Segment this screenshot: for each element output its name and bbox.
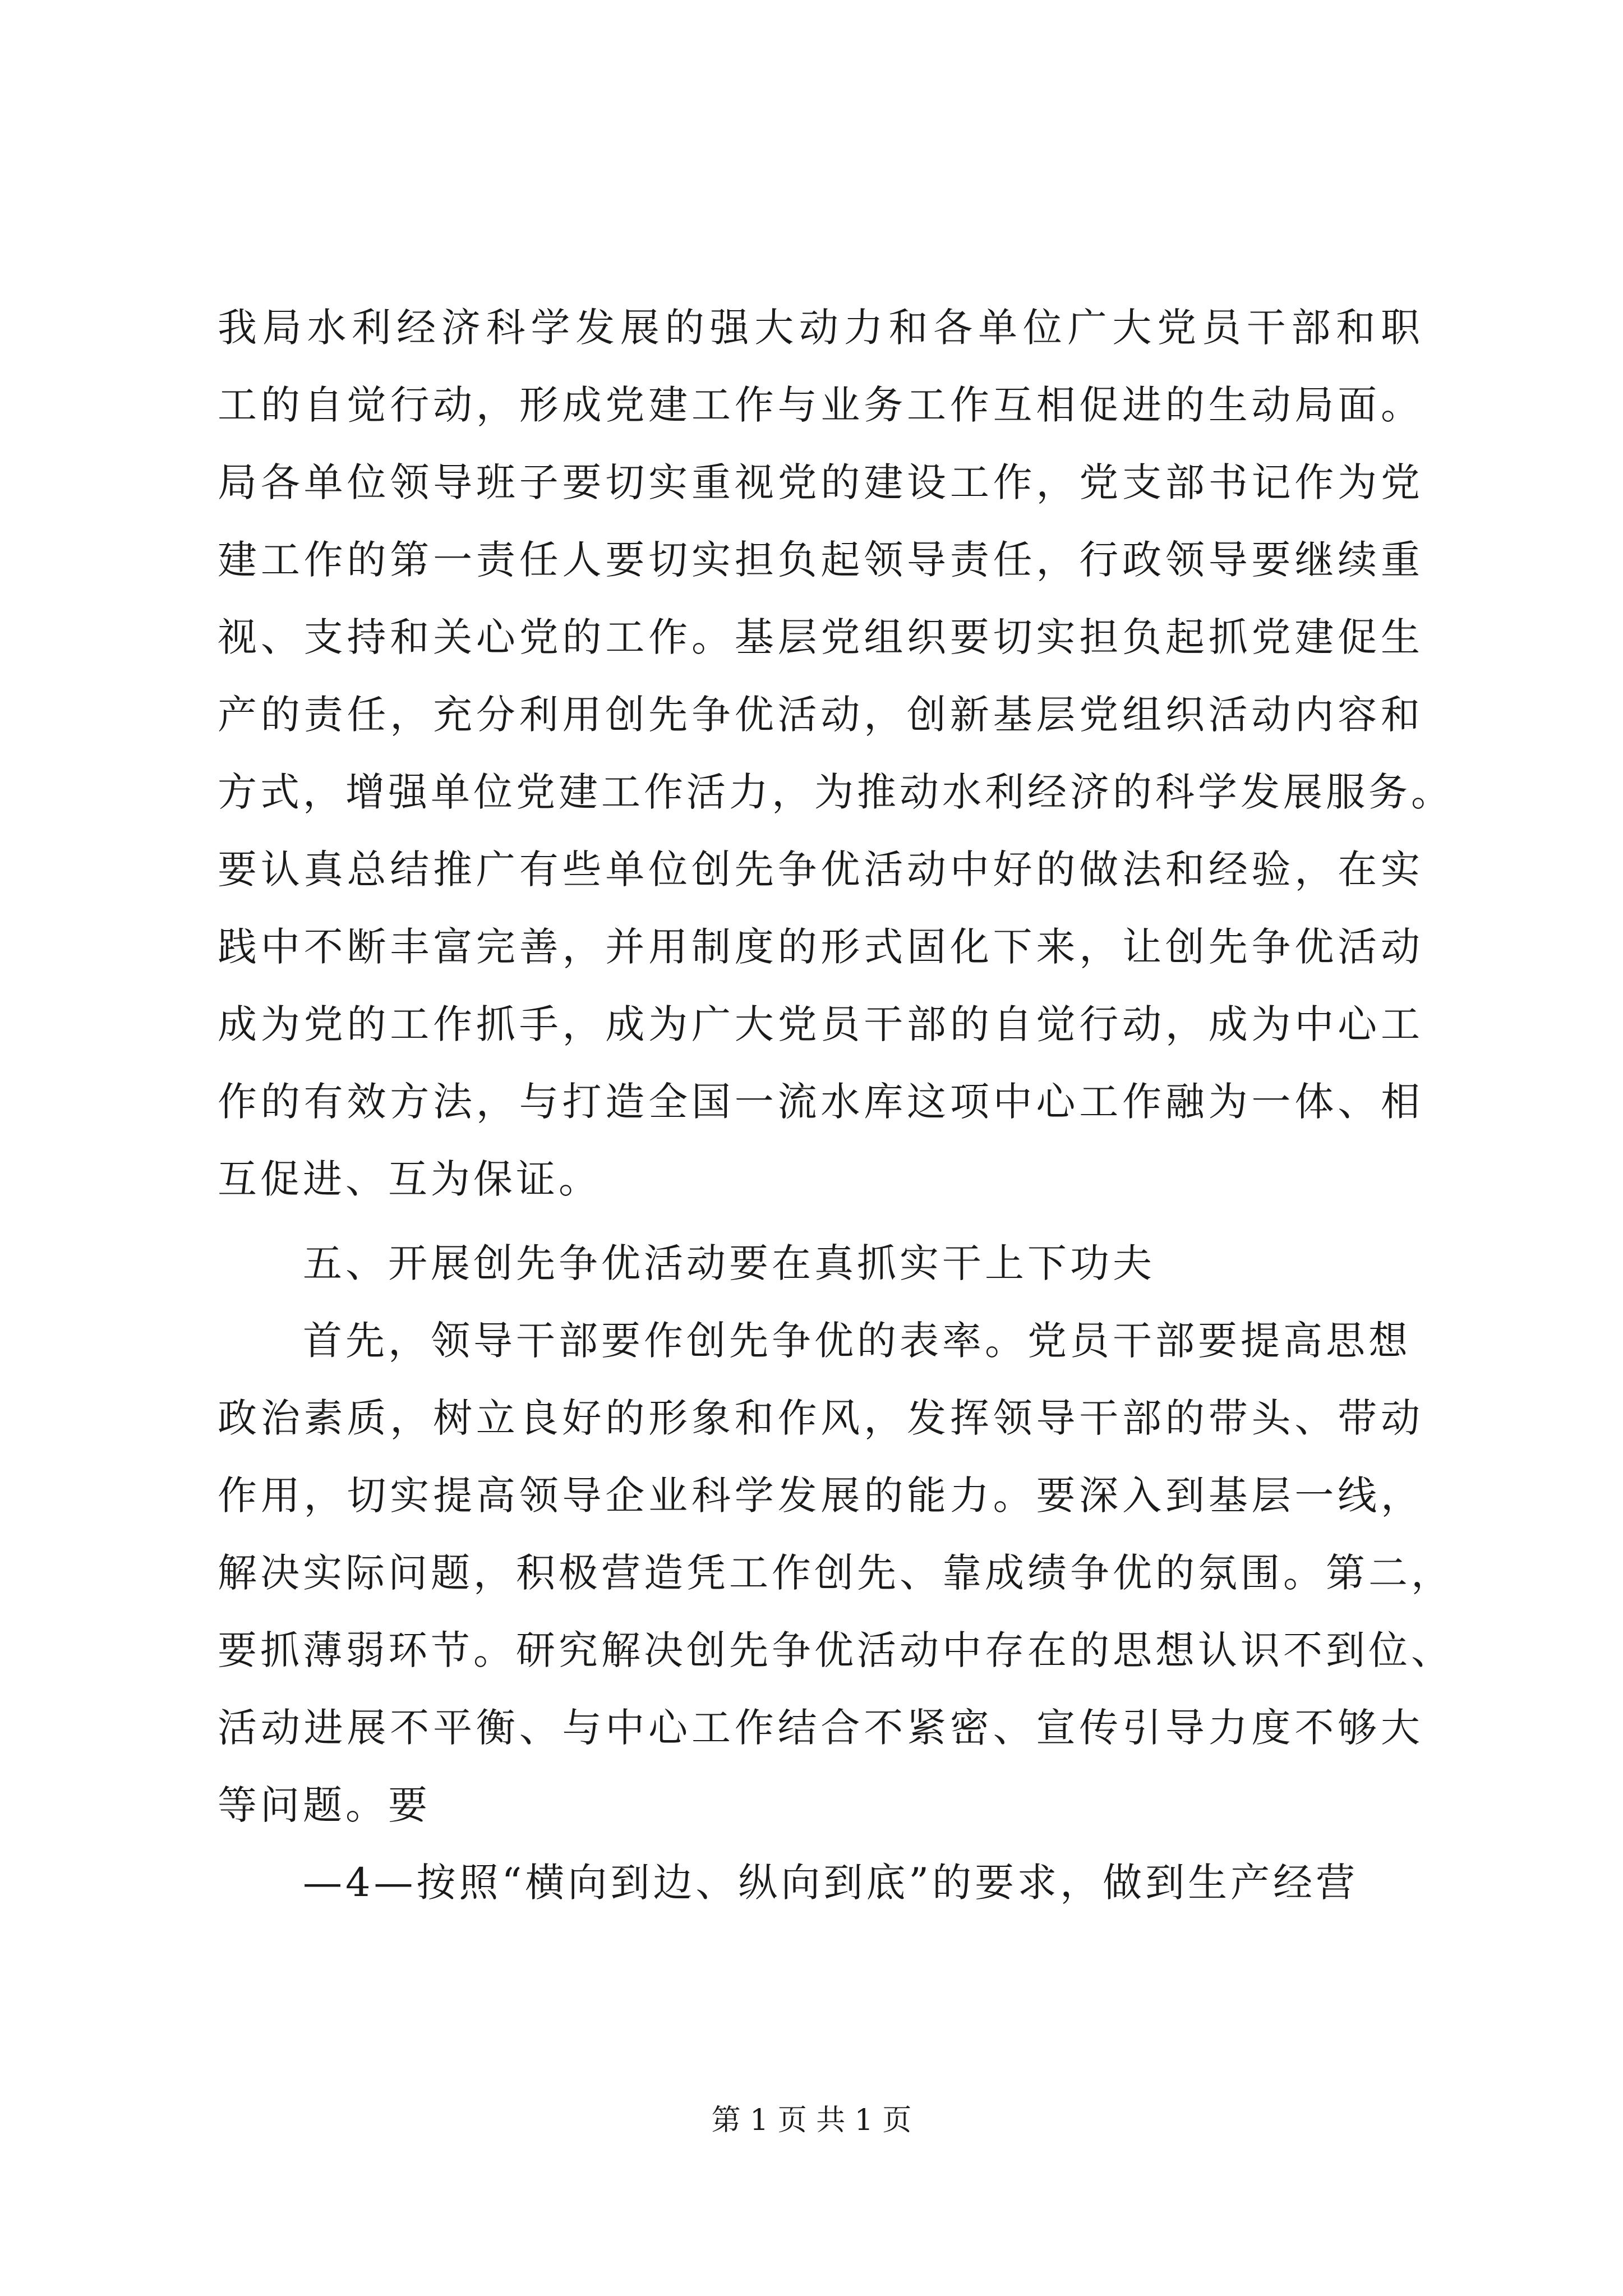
paragraph-line: 践中不断丰富完善，并用制度的形式固化下来，让创先争优活动	[218, 924, 1423, 970]
paragraph-line: 视、支持和关心党的工作。基层党组织要切实担负起抓党建促生	[218, 614, 1423, 660]
paragraph-line: 互促进、互为保证。	[218, 1156, 601, 1202]
paragraph-line: 政治素质，树立良好的形象和作风，发挥领导干部的带头、带动	[218, 1395, 1423, 1441]
paragraph-line: 产的责任，充分利用创先争优活动，创新基层党组织活动内容和	[218, 692, 1423, 738]
paragraph-line: 要抓薄弱环节。研究解决创先争优活动中存在的思想认识不到位、	[218, 1627, 1454, 1673]
paragraph-line: 要认真总结推广有些单位创先争优活动中好的做法和经验，在实	[218, 846, 1423, 892]
paragraph-line: 等问题。要	[218, 1782, 431, 1828]
paragraph-line: 成为党的工作抓手，成为广大党员干部的自觉行动，成为中心工	[218, 1001, 1423, 1047]
paragraph-line: —4—按照“横向到边、纵向到底”的要求，做到生产经营	[303, 1860, 1359, 1906]
paragraph-line: 解决实际问题，积极营造凭工作创先、靠成绩争优的氛围。第二，	[218, 1550, 1454, 1596]
paragraph-line: 作的有效方法，与打造全国一流水库这项中心工作融为一体、相	[218, 1079, 1423, 1125]
paragraph-line: 作用，切实提高领导企业科学发展的能力。要深入到基层一线，	[218, 1473, 1423, 1519]
paragraph-line: 局各单位领导班子要切实重视党的建设工作，党支部书记作为党	[218, 459, 1423, 505]
paragraph-line: 活动进展不平衡、与中心工作结合不紧密、宣传引导力度不够大	[218, 1705, 1423, 1751]
section-heading: 五、开展创先争优活动要在真抓实干上下功夫	[303, 1240, 1155, 1286]
paragraph-line: 方式，增强单位党建工作活力，为推动水利经济的科学发展服务。	[218, 769, 1454, 815]
page-footer: 第 1 页 共 1 页	[711, 2104, 912, 2137]
document-body	[218, 289, 1454, 1921]
paragraph-line: 首先，领导干部要作创先争优的表率。党员干部要提高思想	[303, 1318, 1411, 1364]
paragraph-line: 我局水利经济科学发展的强大动力和各单位广大党员干部和职	[218, 305, 1423, 351]
paragraph-line: 建工作的第一责任人要切实担负起领导责任，行政领导要继续重	[218, 537, 1423, 583]
paragraph-line: 工的自觉行动，形成党建工作与业务工作互相促进的生动局面。	[218, 382, 1423, 428]
